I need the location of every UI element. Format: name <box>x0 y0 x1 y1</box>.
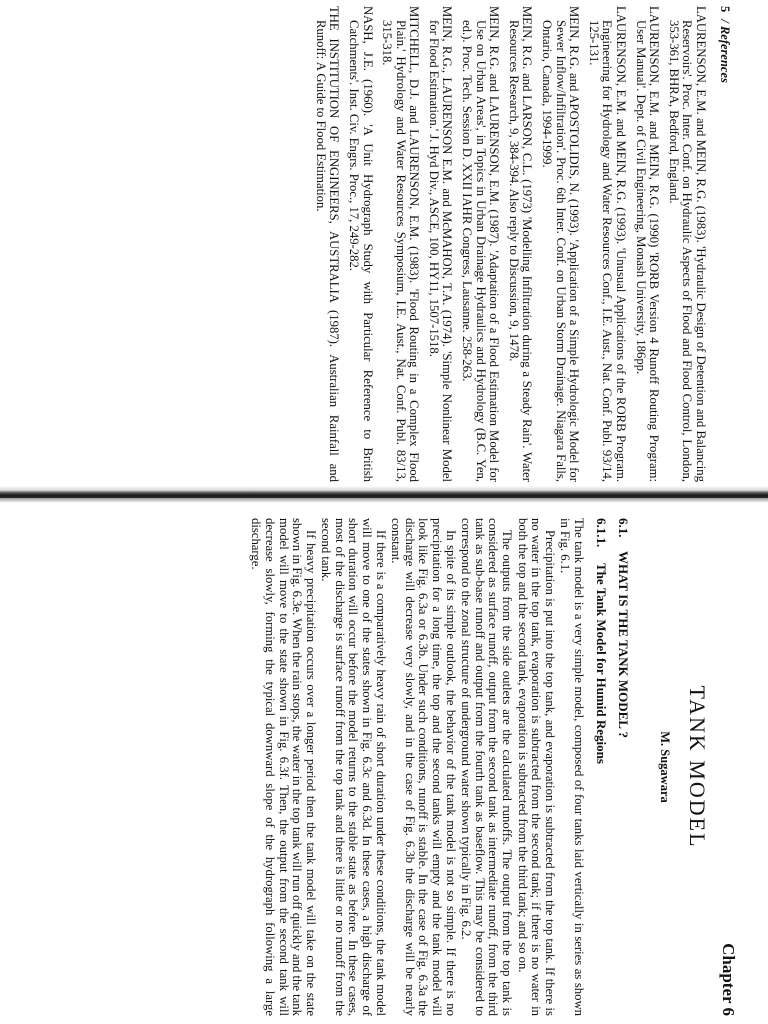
page-edge-shade <box>0 498 768 503</box>
chapter-title: TANK MODEL <box>685 685 710 849</box>
body-paragraph: If heavy precipitation occurs over a longer period then the tank model will take on the state shown in Fig. 6.3e. When the rain stops, the water in the top tank will run off quickly and the tank model will move to the state shown in Fig. 6.3f. Then, the output from the second tank will decrease slowly, forming the typical downward slope of the hydrograph following a large discharge. <box>249 518 318 1016</box>
body-paragraph: If there is a comparatively heavy rain of short duration under these conditions, the tank model will move to one of the states shown in Fig. 6.3c and 6.3d. In these cases, a high discharge of short duration will occur before the model returns to the stable state as before. In these cases, most of the discharge is surface runoff from the top tank and there is little or no runoff from the second tank. <box>319 518 388 1016</box>
reference-entry: THE INSTITUTION OF ENGINEERS, AUSTRALIA (1987). Australian Rainfall and Runoff: A Guide to Flood Estimation. <box>313 6 342 482</box>
page-number: 5 <box>718 6 732 13</box>
body-paragraph: The tank model is a very simple model, composed of four tanks laid vertically in series as shown in Fig. 6.1. <box>558 518 586 1016</box>
body-paragraph: Precipitation is put into the top tank, and evaporation is subtracted from the top tank. If there is no water in the top tank, evaporation is subtracted from the second tank; if there is no water in both the top and the second tank, evaporation is subtracted from the third tank; and so on. <box>515 518 557 1016</box>
chapter-author: M. Sugawara <box>658 731 672 803</box>
section-heading <box>615 518 631 1016</box>
chapter-page <box>6 518 738 1016</box>
reference-entry: MEIN, R.G. and LAURENSON, E.M. (1987). 'Adaptation of a Flood Estimation Model for Use on Urban Areas', in Topics in Urban Drainage Hydraulics and Hydrology (B.C. Yen, ed.). Proc. Tech. Session D. XXII IAHR Congress, Lausanne. 258-263. <box>460 6 502 482</box>
section-number: 6.1. <box>616 518 631 538</box>
reference-list <box>313 6 707 482</box>
running-head-title: / References <box>718 19 732 83</box>
reference-entry: NASH, J.E. (1960). 'A Unit Hydrograph Study with Particular Reference to British Catchments'. Inst. Civ. Engrs. Proc., 17, 249-282. <box>346 6 375 482</box>
subsection-number: 6.1.1. <box>594 518 609 548</box>
subsection-title: The Tank Model for Humid Regions <box>594 563 609 764</box>
chapter-label: Chapter 6 <box>719 943 738 1016</box>
running-head <box>717 6 732 482</box>
reference-entry: MEIN, R.G. and APOSTOLIDIS, N. (1993). 'Application of a Simple Hydrologic Model for Sewer Inflow/Infiltration'. Proc. 6th Inter. Conf. on Urban Storm Drainage. Niagara Falls, Ontario, Canada, 1994-1999. <box>540 6 582 482</box>
reference-entry: LAURENSON, E.M. and MEIN, R.G. (1990) 'RORB Version 4 Runoff Routing Program: User Manual'. Dept. of Civil Engineering, Monash University, 186pp. <box>633 6 662 482</box>
reference-entry: MEIN, R.G. and LARSON, C.L. (1973) 'Modelling Infiltration during a Steady Rain'. Water Resources Research, 9, 384-394. Also reply to Discussion, 9, 1478. <box>506 6 535 482</box>
section-title: WHAT IS THE TANK MODEL ? <box>616 551 631 738</box>
reference-entry: LAURENSON, E.M. and MEIN, R.G. (1993). 'Unusual Applications of the RORB Program. Engineering for Hydrology and Water Resources Conf., I.E. Aust., Nat. Conf. Publ. 93/14, 125-131. <box>586 6 629 482</box>
reference-entry: MEIN, R.G., LAURENSON E.M. and McMAHON, T.A. (1974). 'Simple Nonlinear Model for Flood Estimation.' J. Hyd Div., ASCE, 100, HY11, 1507-1518. <box>426 6 455 482</box>
body-paragraph: In spite of its simple outlook, the behavior of the tank model is not so simple. If there is no precipitation for a long time, the top and the second tanks will empty and the tank model will look like Fig. 6.3a or 6.3b. Under such conditions, runoff is stable. In the case of Fig. 6.3a the discharge will decrease very slowly, and in the case of Fig. 6.3b the discharge will be nearly constant. <box>389 518 458 1016</box>
references-page <box>20 6 732 482</box>
reference-entry: LAURENSON, E.M. and MEIN, R.G. (1983). 'Hydraulic Design of Detention and Balancing Reservoirs'. Proc. Inter. Conf. on Hydraulic Aspects of Flood and Flood Control, London, 353-361, BHRA, Bedford, England. <box>666 6 708 482</box>
reference-entry: MITCHELL, D.J. and LAURENSON, E.M. (1983). 'Flood Routing in a Complex Flood Plain.' Hydrology and Water Resources Symposium, I.E. Aust., Nat. Conf. Publ. 83/13, 315-318. <box>380 6 422 482</box>
body-paragraph: The outputs from the side outlets are the calculated runoffs. The output from the top tank is considered as surface runoff, output from the second tank as intermediate runoff, from the third tank as sub-base runoff and output from the fourth tank as baseflow. This may be considered to correspond to the zonal structure of underground water shown typically in Fig. 6.2. <box>459 518 515 1016</box>
body-text <box>249 518 585 1016</box>
subsection-heading <box>593 518 609 1016</box>
page-fold-shadow <box>0 486 768 498</box>
